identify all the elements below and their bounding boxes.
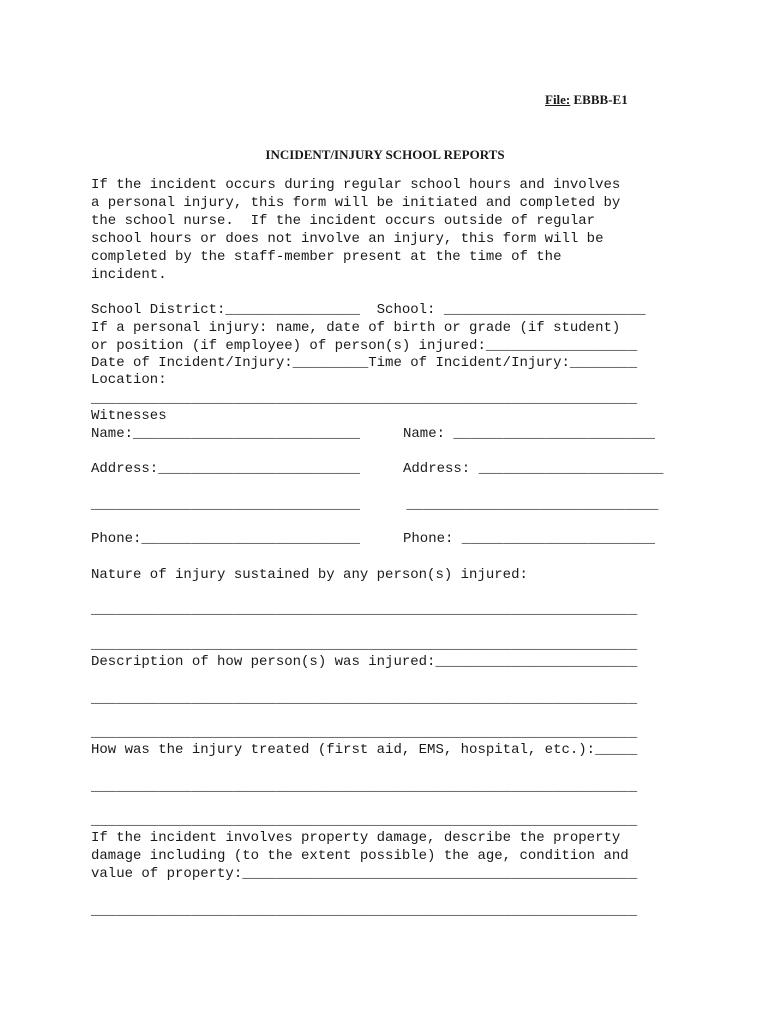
intro-line-3: the school nurse. If the incident occurs outside of regular bbox=[91, 213, 596, 229]
treatment-line-2[interactable]: _________________________________________________________________ bbox=[91, 813, 638, 829]
witness-2-name-field[interactable]: Name: ________________________ bbox=[403, 426, 656, 442]
witness-2-phone-field[interactable]: Phone: _______________________ bbox=[403, 531, 656, 547]
description-line-1[interactable]: _________________________________________________________________ bbox=[91, 691, 638, 707]
witness-1-address-field[interactable]: Address:________________________ bbox=[91, 461, 360, 477]
witness-2-address-line-2[interactable]: ______________________________ bbox=[398, 497, 659, 513]
property-damage-line-2: damage including (to the extent possible) the age, condition and bbox=[91, 848, 629, 864]
property-damage-line-1: If the incident involves property damage, describe the property bbox=[91, 830, 621, 846]
witnesses-label: Witnesses bbox=[91, 408, 167, 424]
injured-person-field[interactable]: or position (if employee) of person(s) injured:__________________ bbox=[91, 338, 638, 354]
intro-line-4: school hours or does not involve an injury, this form will be bbox=[91, 231, 604, 247]
injured-person-label: If a personal injury: name, date of birth or grade (if student) bbox=[91, 320, 621, 336]
document-title: INCIDENT/INJURY SCHOOL REPORTS bbox=[265, 147, 505, 162]
intro-line-2: a personal injury, this form will be initiated and completed by bbox=[91, 195, 621, 211]
school-district-field[interactable]: School District:________________ School: ________________________ bbox=[91, 302, 646, 318]
treatment-line-1[interactable]: _________________________________________________________________ bbox=[91, 779, 638, 795]
witness-2-address-field[interactable]: Address: ______________________ bbox=[403, 461, 664, 477]
file-code: EBBB-E1 bbox=[573, 92, 628, 107]
intro-line-5: completed by the staff-member present at the time of the bbox=[91, 249, 562, 265]
intro-line-6: incident. bbox=[91, 267, 167, 283]
intro-line-1: If the incident occurs during regular school hours and involves bbox=[91, 177, 621, 193]
witness-1-address-line-2[interactable]: ________________________________ bbox=[91, 497, 360, 513]
location-label: Location: bbox=[91, 372, 167, 388]
location-field[interactable]: _________________________________________________________________ bbox=[91, 391, 638, 407]
property-damage-line-3[interactable]: _________________________________________________________________ bbox=[91, 903, 638, 919]
treatment-field[interactable]: How was the injury treated (first aid, EMS, hospital, etc.):_____ bbox=[91, 742, 638, 758]
witness-1-phone-field[interactable]: Phone:__________________________ bbox=[91, 531, 360, 547]
file-reference bbox=[545, 92, 628, 108]
property-value-field[interactable]: value of property:_______________________________________________ bbox=[91, 866, 638, 882]
file-label: File: bbox=[545, 92, 571, 107]
witness-1-name-field[interactable]: Name:___________________________ bbox=[91, 426, 360, 442]
nature-of-injury-line-2[interactable]: _________________________________________________________________ bbox=[91, 637, 638, 653]
nature-of-injury-line-1[interactable]: _________________________________________________________________ bbox=[91, 602, 638, 618]
description-field[interactable]: Description of how person(s) was injured:________________________ bbox=[91, 654, 638, 670]
nature-of-injury-label: Nature of injury sustained by any person(s) injured: bbox=[91, 567, 528, 583]
description-line-2[interactable]: _________________________________________________________________ bbox=[91, 725, 638, 741]
date-time-field[interactable]: Date of Incident/Injury:_________Time of Incident/Injury:________ bbox=[91, 355, 638, 371]
